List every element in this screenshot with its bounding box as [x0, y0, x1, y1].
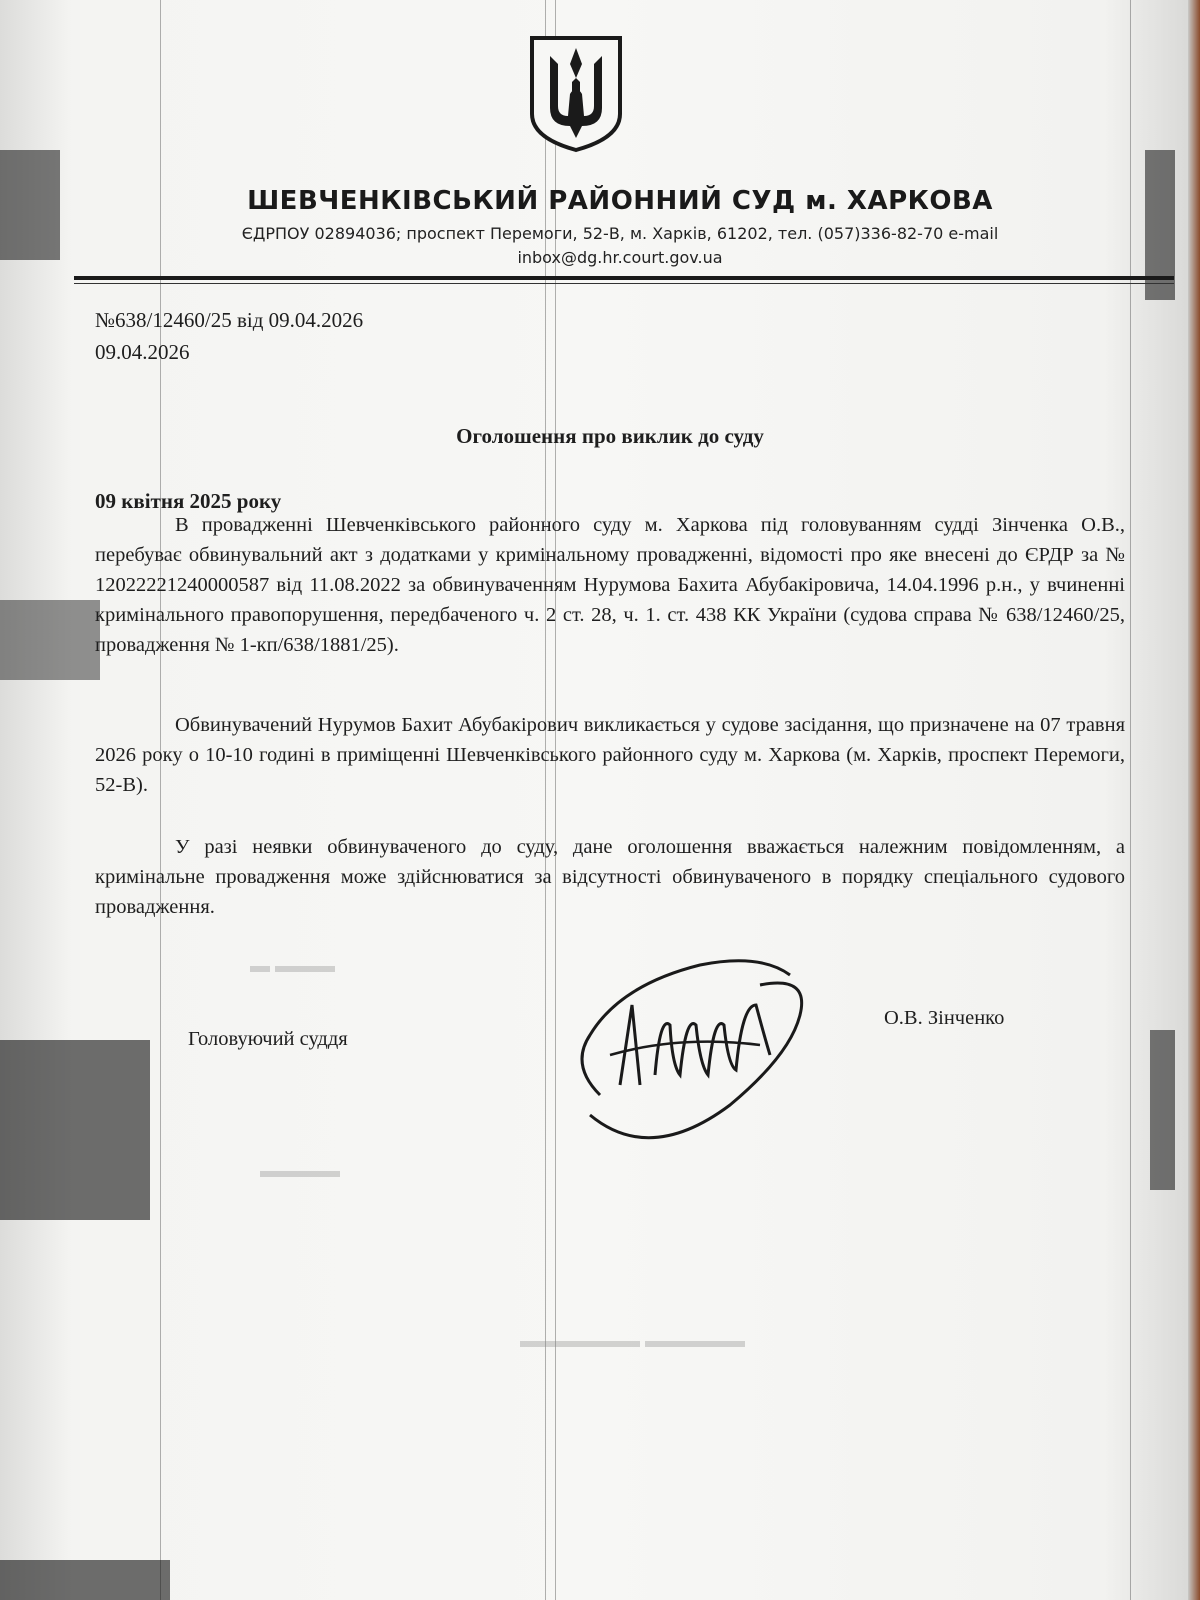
header-divider-thin	[74, 283, 1174, 284]
header-divider	[74, 276, 1174, 280]
document-reference	[95, 304, 363, 368]
bleed-through: ▬▬▬▬	[260, 1160, 340, 1182]
reference-number: №638/12460/25 від 09.04.2026	[95, 308, 364, 332]
judge-name: О.В. Зінченко	[884, 1007, 1005, 1029]
handwritten-signature-icon	[560, 945, 840, 1155]
court-details-email: inbox@dg.hr.court.gov.ua	[517, 248, 723, 267]
court-details-address: ЄДРПОУ 02894036; проспект Перемоги, 52-В, м. Харків, 61202, тел. (057)336-82-70 e-mail	[241, 224, 999, 243]
document-heading: Оголошення про виклик до суду	[456, 424, 764, 448]
paper-edge	[1188, 0, 1200, 1600]
announcement-date: 09 квітня 2025 року	[95, 489, 282, 513]
scan-streak	[0, 1560, 170, 1600]
scan-streak	[0, 150, 60, 260]
scan-streak	[1150, 1030, 1175, 1190]
paragraph-summons: Обвинувачений Нурумов Бахит Абубакірович викликається у судове засідання, що призначене на 07 травня 2026 року о 10-10 годині в приміщенні Шевченківського районного суду м. Харкова (м. Харків, проспект Перемоги, 52-В).	[95, 714, 1125, 796]
scan-streak	[0, 600, 100, 680]
court-details	[80, 222, 1160, 270]
paragraph-case-details: В провадженні Шевченківського районного суду м. Харкова під головуванням судді Зінченка О.В., перебуває обвинувальний акт з додатками у кримінальному провадженні, відомості про яке внесені до ЄРДР за № 12022221240000587 від 11.08.2022 за обвинуваченням Нурумова Бахита Абубакіровича, 14.04.1996 р.н., у вчиненні кримінального правопорушення, передбаченого ч. 2 ст. 28, ч. 1. ст. 438 КК України (судова справа № 638/12460/25, провадження № 1-кп/638/1881/25).	[95, 514, 1125, 656]
judge-title: Головуючий суддя	[188, 1028, 348, 1050]
trident-coat-of-arms-icon	[526, 34, 626, 154]
reference-date: 09.04.2026	[95, 340, 190, 364]
scan-streak	[0, 1040, 150, 1220]
court-name: ШЕВЧЕНКІВСЬКИЙ РАЙОННИЙ СУД м. ХАРКОВА	[247, 186, 993, 216]
bleed-through: ▬ ▬▬▬	[250, 955, 335, 977]
bleed-through: ▬▬▬▬▬▬ ▬▬▬▬▬	[520, 1330, 745, 1352]
paragraph-notice: У разі неявки обвинуваченого до суду, дане оголошення вважається належним повідомленням, а кримінальне провадження може здійснюватися за відсутності обвинуваченого в порядку спеціального судового провадження.	[95, 836, 1125, 918]
